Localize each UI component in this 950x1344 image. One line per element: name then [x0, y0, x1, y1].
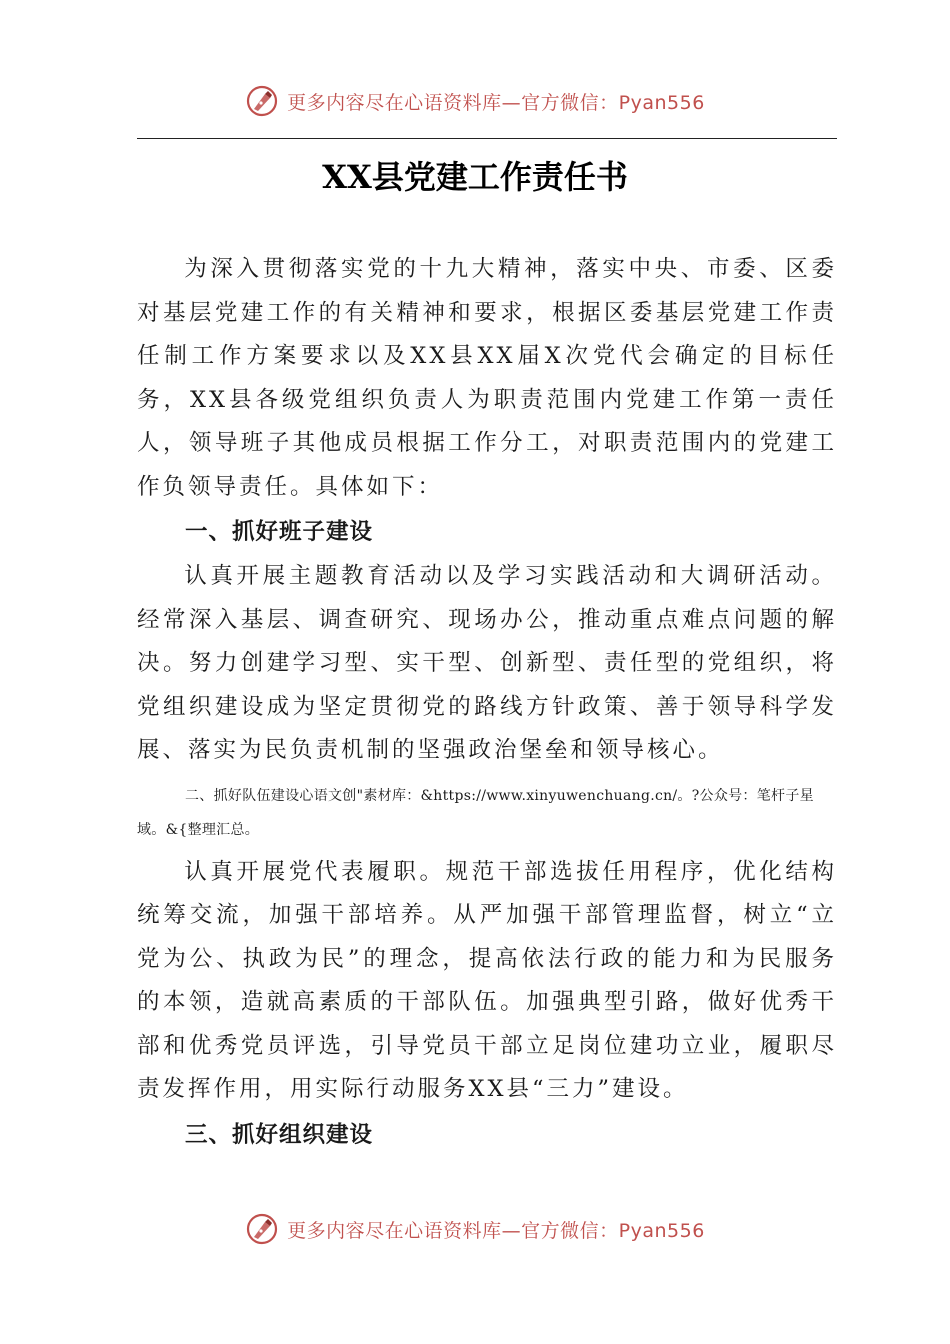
watermark-text: 更多内容尽在心语资料库—官方微信：Pyan556 [287, 91, 705, 114]
section-1-heading: 一、抓好班子建设 [185, 519, 374, 545]
footer-watermark [0, 1212, 950, 1246]
pen-nib-logo-icon [245, 84, 279, 118]
pen-nib-logo-icon [245, 1212, 279, 1246]
watermark-text: 更多内容尽在心语资料库—官方微信：Pyan556 [287, 1219, 705, 1242]
document-body [137, 248, 837, 1158]
section-1-paragraph: 认真开展主题教育活动以及学习实践活动和大调研活动。经常深入基层、调查研究、现场办公，推动重点难点问题的解决。努力创建学习型、实干型、创新型、责任型的党组织，将党组织建设成为坚定贯彻党的路线方针政策、善于领导科学发展、落实为民负责机制的坚强政治堡垒和领导核心。 [137, 563, 837, 763]
section-2-paragraph: 认真开展党代表履职。规范干部选拔任用程序，优化结构统筹交流，加强干部培养。从严加强干部管理监督，树立“立党为公、执政为民”的理念，提高依法行政的能力和为民服务的本领，造就高素质的干部队伍。加强典型引路，做好优秀干部和优秀党员评选，引导党员干部立足岗位建功立业，履职尽责发挥作用，用实际行动服务XX县“三力”建设。 [137, 858, 837, 1102]
header-watermark [0, 84, 950, 118]
header-divider [137, 138, 837, 139]
intro-paragraph: 为深入贯彻落实党的十九大精神，落实中央、市委、区委对基层党建工作的有关精神和要求，根据区委基层党建工作责任制工作方案要求以及XX县XX届X次党代会确定的目标任务，XX县各级党组织负责人为职责范围内党建工作第一责任人，领导班子其他成员根据工作分工，对职责范围内的党建工作负领导责任。具体如下： [137, 256, 837, 500]
section-3-heading: 三、抓好组织建设 [185, 1121, 374, 1148]
section-2-heading-note: 二、抓好队伍建设心语文创"素材库：&https://www.xinyuwenchuang.cn/。?公众号：笔杆子星域。&{整理汇总。 [137, 787, 814, 838]
document-title: XX县党建工作责任书 [322, 158, 628, 196]
